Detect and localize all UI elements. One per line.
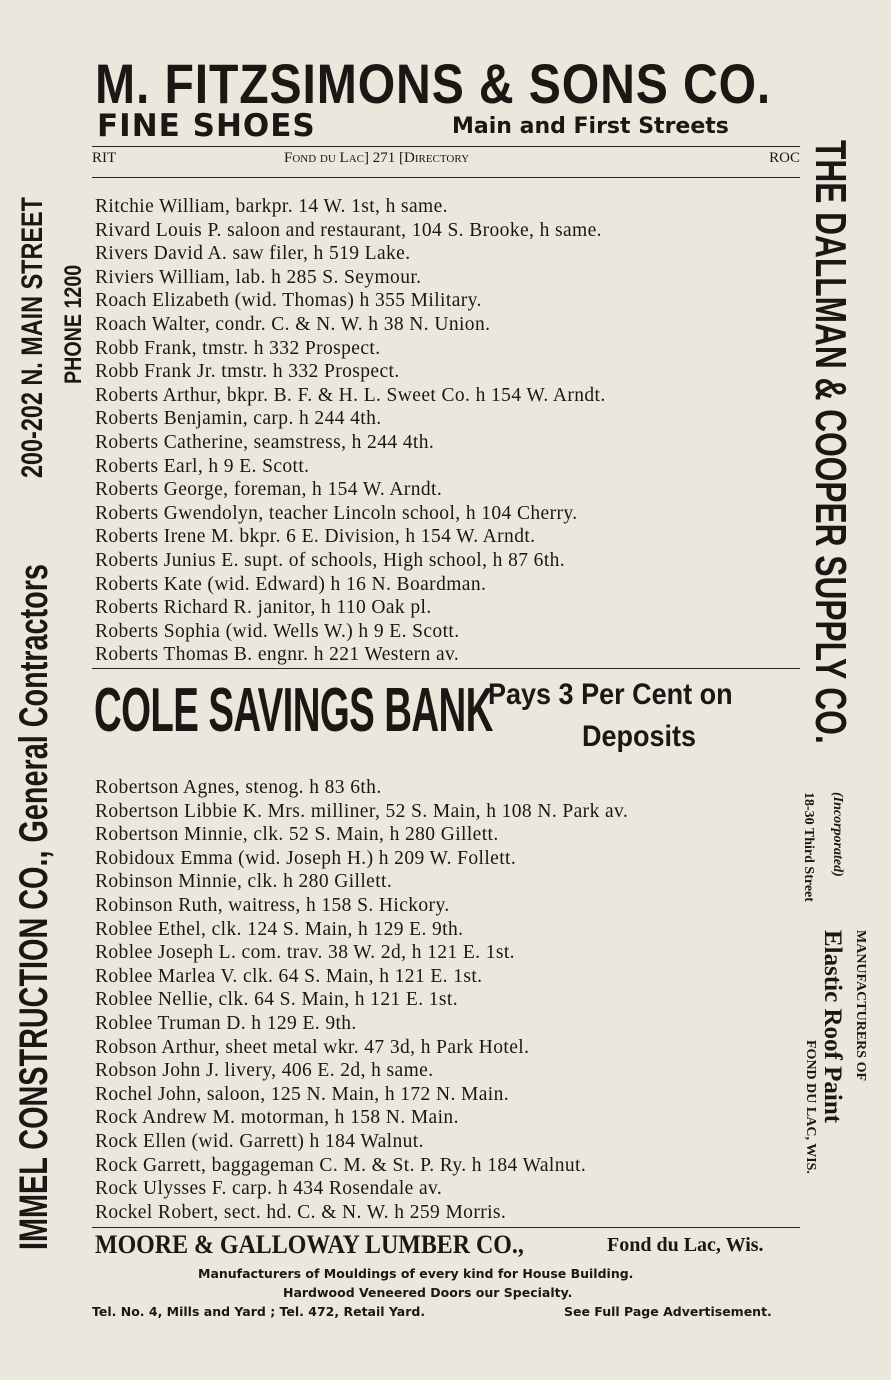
list-item: Robertson Agnes, stenog. h 83 6th.	[95, 777, 382, 798]
footer-company: MOORE & GALLOWAY LUMBER CO.,	[95, 1230, 524, 1259]
bank-ad-line2: Deposits	[582, 720, 697, 753]
list-item: Robb Frank Jr. tmstr. h 332 Prospect.	[95, 361, 400, 383]
list-item: Rock Garrett, baggageman C. M. & St. P. Ry. h 184 Walnut.	[95, 1154, 587, 1176]
right-margin-incorporated: (Incorporated)	[830, 792, 845, 877]
list-item: Robertson Minnie, clk. 52 S. Main, h 280 Gillett.	[95, 824, 499, 846]
list-item: Robinson Minnie, clk. h 280 Gillett.	[95, 871, 393, 893]
left-margin-company: IMMEL CONSTRUCTION CO., General Contractors	[12, 564, 56, 1250]
bank-ad-line1: Pays 3 Per Cent on	[488, 678, 733, 711]
list-item: Roblee Joseph L. com. trav. 38 W. 2d, h 121 E. 1st.	[95, 942, 515, 964]
footer-rule	[92, 1227, 800, 1228]
list-item: Roberts Catherine, seamstress, h 244 4th.	[95, 431, 435, 453]
running-head-rule	[92, 177, 800, 178]
bank-ad-name: COLE SAVINGS BANK	[94, 676, 493, 745]
list-item: Roblee Ethel, clk. 124 S. Main, h 129 E. 9th.	[95, 918, 464, 940]
header-company: M. FITZSIMONS & SONS CO.	[95, 52, 772, 115]
list-item: Robertson Libbie K. Mrs. milliner, 52 S. Main, h 108 N. Park av.	[95, 800, 629, 822]
list-item: Roach Elizabeth (wid. Thomas) h 355 Military.	[95, 290, 482, 312]
footer-line2: Hardwood Veneered Doors our Specialty.	[283, 1285, 573, 1300]
footer-line1: Manufacturers of Mouldings of every kind for House Building.	[198, 1266, 634, 1281]
header-product: FINE SHOES	[97, 108, 316, 144]
list-item: Roberts Kate (wid. Edward) h 16 N. Boardman.	[95, 573, 487, 595]
right-margin-manufacturers: MANUFACTURERS OF	[853, 930, 868, 1082]
list-item: Roberts Junius E. supt. of schools, High school, h 87 6th.	[95, 549, 566, 571]
list-item: Ritchie William, barkpr. 14 W. 1st, h same.	[95, 196, 448, 217]
list-item: Rochel John, saloon, 125 N. Main, h 172 N. Main.	[95, 1083, 510, 1105]
running-head-left: RIT	[92, 150, 117, 166]
list-item: Robb Frank, tmstr. h 332 Prospect.	[95, 337, 381, 359]
left-margin-phone: PHONE 1200	[60, 264, 87, 384]
right-margin-product: Elastic Roof Paint	[819, 930, 846, 1124]
directory-list-bottom	[95, 776, 628, 1224]
right-margin-city: FOND DU LAC, WIS.	[803, 1040, 818, 1174]
footer-see: See Full Page Advertisement.	[564, 1304, 772, 1319]
list-item: Roberts Arthur, bkpr. B. F. & H. L. Sweet Co. h 154 W. Arndt.	[95, 384, 606, 406]
list-item: Roberts Thomas B. engnr. h 221 Western av.	[95, 644, 460, 666]
footer-tel: Tel. No. 4, Mills and Yard ; Tel. 472, Retail Yard.	[92, 1304, 426, 1319]
list-item: Rock Ellen (wid. Garrett) h 184 Walnut.	[95, 1130, 424, 1152]
left-margin-address: 200-202 N. MAIN STREET	[16, 197, 49, 479]
list-item: Robson John J. livery, 406 E. 2d, h same.	[95, 1060, 434, 1082]
list-item: Robinson Ruth, waitress, h 158 S. Hickory.	[95, 894, 450, 916]
running-head-center: Fond du Lac] 271 [Directory	[284, 150, 470, 166]
directory-list-top	[95, 195, 606, 667]
header-rule	[92, 146, 800, 147]
list-item: Roberts Irene M. bkpr. 6 E. Division, h 154 W. Arndt.	[95, 526, 536, 548]
list-item: Robson Arthur, sheet metal wkr. 47 3d, h Park Hotel.	[95, 1036, 530, 1058]
list-item: Roberts Benjamin, carp. h 244 4th.	[95, 408, 382, 430]
list-item: Roblee Nellie, clk. 64 S. Main, h 121 E. 1st.	[95, 989, 459, 1011]
list-item: Roberts Earl, h 9 E. Scott.	[95, 455, 310, 477]
list-item: Rockel Robert, sect. hd. C. & N. W. h 259 Morris.	[95, 1201, 507, 1223]
list-item: Roberts Gwendolyn, teacher Lincoln school, h 104 Cherry.	[95, 502, 578, 524]
footer-city: Fond du Lac, Wis.	[607, 1234, 764, 1256]
list-item: Roberts Richard R. janitor, h 110 Oak pl.	[95, 597, 432, 619]
running-head-right: ROC	[769, 150, 800, 166]
header-address: Main and First Streets	[452, 114, 729, 139]
list-item: Roblee Marlea V. clk. 64 S. Main, h 121 E. 1st.	[95, 965, 483, 987]
list-item: Roberts George, foreman, h 154 W. Arndt.	[95, 479, 443, 501]
list-item: Robidoux Emma (wid. Joseph H.) h 209 W. Follett.	[95, 847, 517, 869]
list-item: Riviers William, lab. h 285 S. Seymour.	[95, 266, 422, 288]
running-head	[92, 150, 800, 172]
bank-ad-rule-top	[92, 668, 800, 669]
list-item: Rock Ulysses F. carp. h 434 Rosendale av.	[95, 1178, 443, 1200]
list-item: Roach Walter, condr. C. & N. W. h 38 N. Union.	[95, 313, 491, 335]
right-margin-street: 18-30 Third Street	[801, 792, 816, 902]
right-margin-company: THE DALLMAN & COOPER SUPPLY CO.	[806, 140, 855, 744]
list-item: Rivers David A. saw filer, h 519 Lake.	[95, 243, 411, 265]
list-item: Roberts Sophia (wid. Wells W.) h 9 E. Scott.	[95, 620, 460, 642]
list-item: Roblee Truman D. h 129 E. 9th.	[95, 1012, 357, 1034]
list-item: Rock Andrew M. motorman, h 158 N. Main.	[95, 1107, 459, 1129]
list-item: Rivard Louis P. saloon and restaurant, 104 S. Brooke, h same.	[95, 219, 602, 241]
